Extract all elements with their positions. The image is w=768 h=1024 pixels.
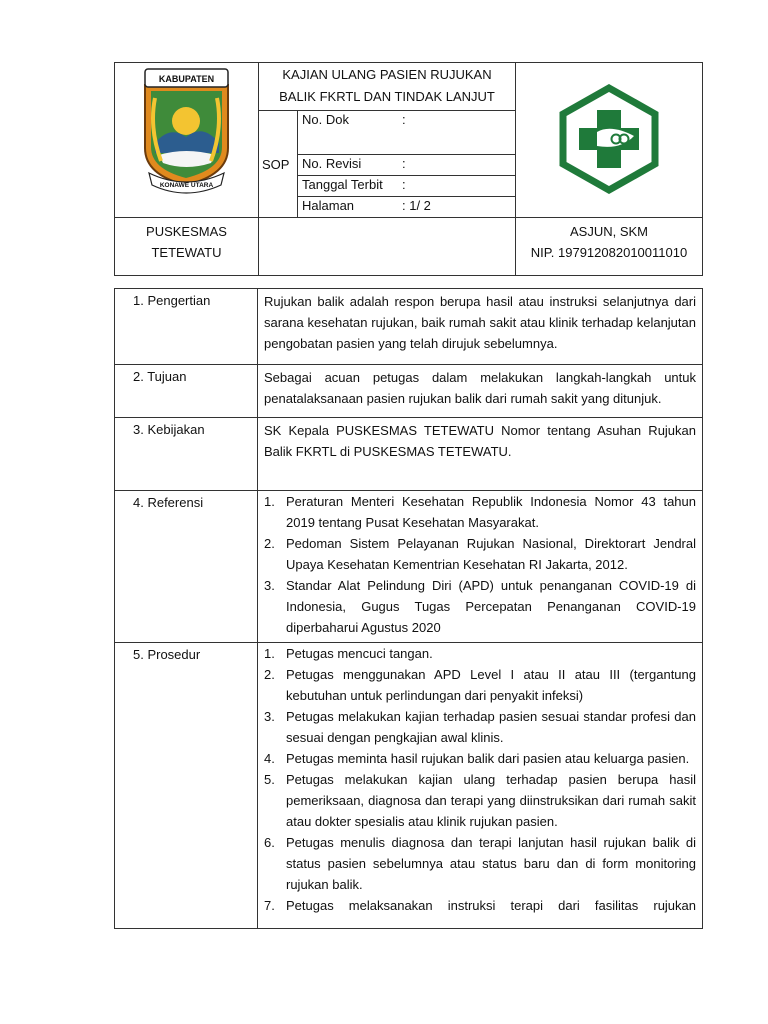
section-text: Rujukan balik adalah respon berupa hasil atau instruksi selanjutnya dari sarana kesehatan rujukan, baik rumah sakit atau klinik terhadap kelanjutan pengobatan pasien yang telah dirujuk sebelumnya.	[258, 289, 703, 365]
list-item-text: Petugas melakukan kajian terhadap pasien sesuai standar profesi dan sesuai dengan pengkajian awal klinis.	[286, 709, 696, 745]
section-row-referensi	[115, 491, 703, 643]
section-row-prosedur	[115, 643, 703, 929]
list-item-text: Petugas menulis diagnosa dan terapi lanjutan hasil rujukan balik di status pasien sebelumnya atau status baru dan di form monitoring rujukan balik.	[286, 835, 696, 892]
list-item-text: Petugas melakukan kajian ulang terhadap pasien berupa hasil pemeriksaan, diagnosa dan terapi yang diinstruksikan dari rumah sakit atau dokter spesialis atau klinik rujukan pasien.	[286, 772, 696, 829]
section-text: SK Kepala PUSKESMAS TETEWATU Nomor tentang Asuhan Rujukan Balik FKRTL di PUSKESMAS TETEWATU.	[258, 418, 703, 491]
regency-logo-icon	[115, 63, 258, 214]
section-label: 2. Tujuan	[115, 365, 258, 418]
list-item-text: Pedoman Sistem Pelayanan Rujukan Nasional, Direktorart Jendral Upaya Kesehatan Kementrian Kesehatan RI Jakarta, 2012.	[286, 536, 696, 572]
sop-field-value: :	[402, 112, 406, 127]
list-item-text: Petugas meminta hasil rujukan balik dari pasien atau keluarga pasien.	[286, 751, 690, 766]
organization-name-line2: TETEWATU	[151, 245, 222, 260]
list-item	[264, 533, 696, 575]
header-table	[114, 62, 703, 276]
section-text: Sebagai acuan petugas dalam melakukan langkah-langkah untuk penatalaksanaan pasien rujukan balik dari rumah sakit yang ditunjuk.	[258, 365, 703, 418]
section-row-tujuan	[115, 365, 703, 418]
signer-nip: NIP. 197912082010011010	[530, 245, 688, 260]
sop-field-tanggal-terbit	[298, 176, 516, 197]
sop-field-value: : 1/ 2	[402, 198, 431, 213]
regency-logo-cell	[115, 63, 259, 218]
organization-cell	[115, 218, 259, 276]
list-item	[264, 664, 696, 706]
document-title-line1: KAJIAN ULANG PASIEN RUJUKAN	[282, 67, 492, 82]
section-label: 3. Kebijakan	[115, 418, 258, 491]
list-item-number: 4.	[264, 751, 275, 766]
sop-label: SOP	[259, 111, 298, 218]
list-item-number: 3.	[264, 578, 275, 593]
puskesmas-emblem-cell	[516, 63, 703, 218]
list-item-text: Peraturan Menteri Kesehatan Republik Indonesia Nomor 43 tahun 2019 tentang Pusat Kesehatan Masyarakat.	[286, 494, 696, 530]
sop-field-value: :	[402, 156, 406, 171]
list-item-number: 1.	[264, 494, 275, 509]
list-item-text: Standar Alat Pelindung Diri (APD) untuk penanganan COVID-19 di Indonesia, Gugus Tugas Percepatan Penanganan COVID-19 diperbaharui Agustus 2020	[286, 578, 696, 635]
logo-banner-top: KABUPATEN	[158, 74, 215, 84]
sop-field-key: No. Dok	[302, 112, 349, 127]
list-item	[264, 832, 696, 895]
section-list-cell	[258, 643, 703, 929]
list-item	[264, 769, 696, 832]
list-item	[264, 575, 696, 638]
list-item	[264, 895, 696, 915]
list-item-text: Petugas menggunakan APD Level I atau II atau III (tergantung kebutuhan untuk perlindungan dari penyakit infeksi)	[286, 667, 696, 703]
section-list-cell	[258, 491, 703, 643]
document-title-line2: BALIK FKRTL DAN TINDAK LANJUT	[279, 89, 495, 104]
list-item-number: 7.	[264, 898, 275, 913]
puskesmas-emblem-icon	[554, 84, 664, 194]
section-label: 5. Prosedur	[115, 643, 258, 929]
signer-cell	[516, 218, 703, 276]
list-item-text: Petugas melaksanakan instruksi terapi dari fasilitas rujukan	[286, 898, 696, 913]
section-row-kebijakan	[115, 418, 703, 491]
sop-field-key: Halaman	[302, 198, 355, 213]
list-item-number: 5.	[264, 772, 275, 787]
document-title-cell	[259, 63, 516, 111]
reference-list	[264, 491, 696, 638]
sop-field-no-revisi	[298, 155, 516, 176]
list-item	[264, 643, 696, 664]
organization-name-line1: PUSKESMAS	[146, 224, 227, 239]
list-item-number: 1.	[264, 646, 275, 661]
section-row-pengertian	[115, 289, 703, 365]
list-item-number: 2.	[264, 667, 275, 682]
sop-content-table	[114, 288, 703, 929]
sop-field-halaman	[298, 197, 516, 218]
sop-field-key: No. Revisi	[302, 156, 362, 171]
empty-middle-cell	[259, 218, 516, 276]
list-item	[264, 491, 696, 533]
sop-field-value: :	[402, 177, 406, 192]
list-item	[264, 706, 696, 748]
list-item	[264, 748, 696, 769]
section-label: 1. Pengertian	[115, 289, 258, 365]
sop-field-key: Tanggal Terbit	[302, 177, 383, 192]
sop-field-no-dok	[298, 111, 516, 155]
signer-name: ASJUN, SKM	[569, 224, 648, 239]
logo-banner-bottom: KONAWE UTARA	[159, 182, 214, 189]
section-label: 4. Referensi	[115, 491, 258, 643]
list-item-number: 3.	[264, 709, 275, 724]
procedure-list	[264, 643, 696, 915]
list-item-text: Petugas mencuci tangan.	[286, 646, 433, 661]
list-item-number: 6.	[264, 835, 275, 850]
list-item-number: 2.	[264, 536, 275, 551]
